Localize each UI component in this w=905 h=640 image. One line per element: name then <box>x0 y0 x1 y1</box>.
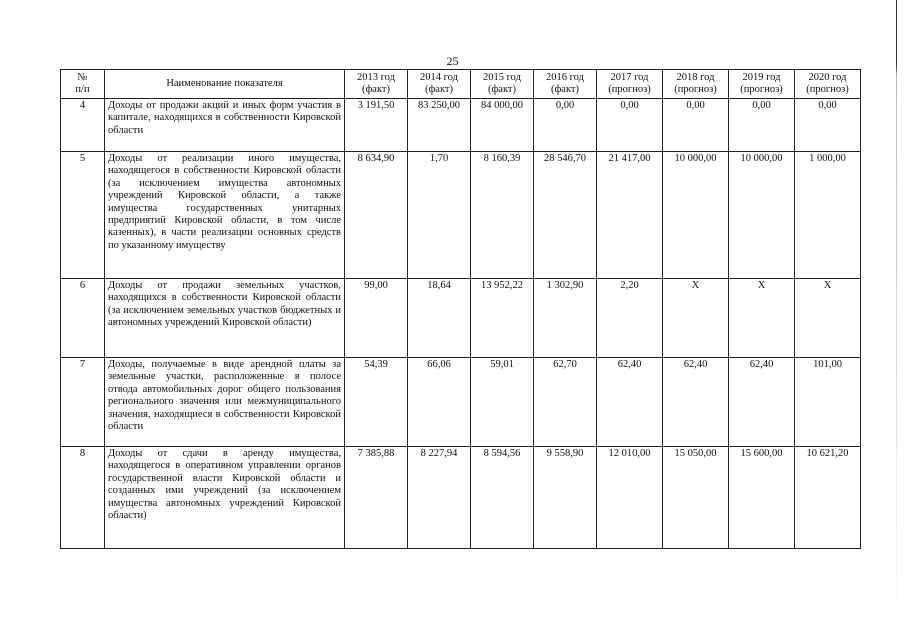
indicator-name: Доходы, получаемые в виде арендной платы за земельные участки, расположенные в полосе отвода автомобильных дорог общего пользования регионального значения или межмуниципального значения, находящиеся в собственности Кировской области <box>105 358 345 447</box>
value-2013: 8 634,90 <box>345 152 408 279</box>
value-2016: 0,00 <box>534 99 597 152</box>
header-2020: 2020 год (прогноз) <box>795 70 861 99</box>
value-2013: 3 191,50 <box>345 99 408 152</box>
value-2017: 2,20 <box>597 279 663 358</box>
indicator-name: Доходы от реализации иного имущества, находящегося в собственности Кировской области (за исключением имущества автономных учреждений Кировской области, а также имущества государственных унитарных предприятий Кировской области, в том числе казенных), в части реализации основных средств по указанному имуществу <box>105 152 345 279</box>
value-2016: 9 558,90 <box>534 447 597 549</box>
value-2019: 0,00 <box>729 99 795 152</box>
header-2017: 2017 год (прогноз) <box>597 70 663 99</box>
value-2018: 10 000,00 <box>663 152 729 279</box>
value-2014: 83 250,00 <box>408 99 471 152</box>
value-2015: 84 000,00 <box>471 99 534 152</box>
revenue-table <box>60 69 861 549</box>
scan-edge-line <box>896 0 897 640</box>
value-2017: 62,40 <box>597 358 663 447</box>
value-2014: 8 227,94 <box>408 447 471 549</box>
table-row <box>61 447 861 549</box>
value-2019: 10 000,00 <box>729 152 795 279</box>
header-2016: 2016 год (факт) <box>534 70 597 99</box>
value-2017: 12 010,00 <box>597 447 663 549</box>
header-2013: 2013 год (факт) <box>345 70 408 99</box>
value-2016: 1 302,90 <box>534 279 597 358</box>
value-2019: 62,40 <box>729 358 795 447</box>
header-2018: 2018 год (прогноз) <box>663 70 729 99</box>
value-2018: 15 050,00 <box>663 447 729 549</box>
indicator-name: Доходы от продажи земельных участков, находящихся в собственности Кировской области (за исключением земельных участков бюджетных и автономных учреждений Кировской области) <box>105 279 345 358</box>
value-2018: X <box>663 279 729 358</box>
value-2019: 15 600,00 <box>729 447 795 549</box>
value-2015: 8 594,56 <box>471 447 534 549</box>
header-2015: 2015 год (факт) <box>471 70 534 99</box>
table-row <box>61 152 861 279</box>
value-2018: 62,40 <box>663 358 729 447</box>
header-number: № п/п <box>61 70 105 99</box>
header-row <box>61 70 861 99</box>
value-2015: 13 952,22 <box>471 279 534 358</box>
table-row <box>61 99 861 152</box>
value-2013: 54,39 <box>345 358 408 447</box>
row-number: 7 <box>61 358 105 447</box>
value-2019: X <box>729 279 795 358</box>
value-2020: X <box>795 279 861 358</box>
value-2013: 99,00 <box>345 279 408 358</box>
table-row <box>61 358 861 447</box>
header-2019: 2019 год (прогноз) <box>729 70 795 99</box>
value-2017: 0,00 <box>597 99 663 152</box>
value-2020: 101,00 <box>795 358 861 447</box>
value-2014: 66,06 <box>408 358 471 447</box>
header-2014: 2014 год (факт) <box>408 70 471 99</box>
value-2020: 10 621,20 <box>795 447 861 549</box>
value-2017: 21 417,00 <box>597 152 663 279</box>
row-number: 8 <box>61 447 105 549</box>
value-2014: 1,70 <box>408 152 471 279</box>
value-2014: 18,64 <box>408 279 471 358</box>
row-number: 5 <box>61 152 105 279</box>
table-row <box>61 279 861 358</box>
value-2018: 0,00 <box>663 99 729 152</box>
row-number: 4 <box>61 99 105 152</box>
value-2015: 8 160,39 <box>471 152 534 279</box>
row-number: 6 <box>61 279 105 358</box>
page-number: 25 <box>446 54 459 68</box>
value-2015: 59,01 <box>471 358 534 447</box>
value-2020: 1 000,00 <box>795 152 861 279</box>
value-2013: 7 385,88 <box>345 447 408 549</box>
value-2020: 0,00 <box>795 99 861 152</box>
header-indicator: Наименование показателя <box>105 70 345 99</box>
value-2016: 62,70 <box>534 358 597 447</box>
indicator-name: Доходы от продажи акций и иных форм участия в капитале, находящихся в собственности Кировской области <box>105 99 345 152</box>
value-2016: 28 546,70 <box>534 152 597 279</box>
indicator-name: Доходы от сдачи в аренду имущества, находящегося в оперативном управлении органов государственной власти Кировской области и созданных ими учреждений (за исключением имущества автономных учреждений Кировской области) <box>105 447 345 549</box>
